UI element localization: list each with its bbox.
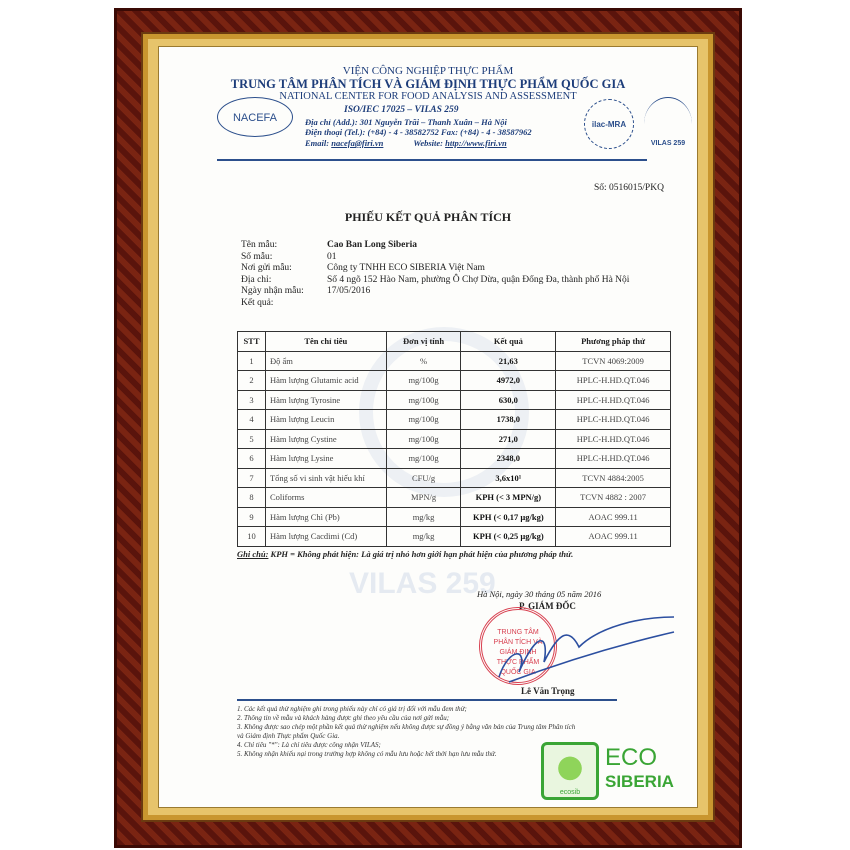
cell-name: Độ ẩm <box>265 351 386 371</box>
website-link[interactable]: http://www.firi.vn <box>445 138 507 148</box>
cell-name: Hàm lượng Lysine <box>265 449 386 469</box>
vilas-logo: VILAS 259 <box>644 97 692 151</box>
cell-method: HPLC-H.HD.QT.046 <box>556 429 671 449</box>
cell-stt: 1 <box>238 351 266 371</box>
cell-method: AOAC 999.11 <box>556 527 671 547</box>
info-row: Kết quả: <box>241 297 274 308</box>
footnote: 2. Thông tin về mẫu và khách hàng được ghi theo yêu cầu của nơi gửi mẫu; <box>237 714 450 722</box>
cell-unit: mg/100g <box>386 371 461 391</box>
table-row <box>238 527 671 547</box>
cell-unit: mg/kg <box>386 507 461 527</box>
cell-unit: MPN/g <box>386 488 461 508</box>
cell-unit: CFU/g <box>386 468 461 488</box>
footnote: 5. Không nhận khiếu nại trong trường hợp không có mẫu lưu hoặc hết thời hạn lưu mẫu thử. <box>237 750 497 758</box>
footnote: 3. Không được sao chép một phần kết quả thử nghiệm nếu không được sự đồng ý bằng văn bản của Trung tâm Phân tích <box>237 723 576 731</box>
header-name: Tên chỉ tiêu <box>265 332 386 352</box>
cell-name: Hàm lượng Cystine <box>265 429 386 449</box>
table-row <box>238 507 671 527</box>
cell-method: TCVN 4069:2009 <box>556 351 671 371</box>
cell-result: 4972,0 <box>461 371 556 391</box>
cell-name: Hàm lượng Glutamic acid <box>265 371 386 391</box>
results-table <box>237 331 671 547</box>
cell-name: Hàm lượng Chì (Pb) <box>265 507 386 527</box>
iso-line: ISO/IEC 17025 – VILAS 259 <box>344 105 459 115</box>
cell-stt: 3 <box>238 390 266 410</box>
header-method: Phương pháp thử <box>556 332 671 352</box>
note: Ghi chú: KPH = Không phát hiện: Là giá trị nhỏ hơn giới hạn phát hiện của phương pháp thử. <box>237 549 574 559</box>
table-row <box>238 429 671 449</box>
cell-method: HPLC-H.HD.QT.046 <box>556 410 671 430</box>
cell-stt: 4 <box>238 410 266 430</box>
brand-eco: ECO <box>605 744 658 771</box>
footnote: 1. Các kết quả thử nghiệm ghi trong phiếu này chỉ có giá trị đối với mẫu đem thử; <box>237 705 467 713</box>
cell-unit: mg/100g <box>386 390 461 410</box>
cell-unit: mg/100g <box>386 449 461 469</box>
info-row: Số mẫu: 01 <box>241 251 337 262</box>
email-line: Email: nacefa@firi.vn Website: http://www.firi.vn <box>305 138 507 148</box>
table-row <box>238 371 671 391</box>
cell-result: 271,0 <box>461 429 556 449</box>
sample-info <box>241 240 629 309</box>
cell-stt: 10 <box>238 527 266 547</box>
table-header-row <box>238 332 671 352</box>
doc-title: PHIẾU KẾT QUẢ PHÂN TÍCH <box>344 210 512 224</box>
cell-name: Coliforms <box>265 488 386 508</box>
ilac-mra-logo: ilac-MRA <box>584 99 634 149</box>
cell-stt: 7 <box>238 468 266 488</box>
footer-rule <box>237 699 617 701</box>
signer-name: Lê Văn Trọng <box>521 686 575 696</box>
cell-unit: mg/kg <box>386 527 461 547</box>
address-line: Địa chỉ (Add.): 301 Nguyễn Trãi – Thanh Xuân – Hà Nội <box>305 117 507 127</box>
header-stt: STT <box>238 332 266 352</box>
table-row <box>238 410 671 430</box>
certificate-page <box>158 46 698 808</box>
doc-number: Số: 0516015/PKQ <box>594 183 664 193</box>
cell-stt: 6 <box>238 449 266 469</box>
cell-stt: 5 <box>238 429 266 449</box>
cell-name: Hàm lượng Cacdimi (Cd) <box>265 527 386 547</box>
cell-stt: 9 <box>238 507 266 527</box>
cell-unit: mg/100g <box>386 429 461 449</box>
cell-name: Hàm lượng Tyrosine <box>265 390 386 410</box>
info-row: Tên mẫu: Cao Ban Long Siberia <box>241 240 418 250</box>
cell-method: AOAC 999.11 <box>556 507 671 527</box>
table-row <box>238 488 671 508</box>
cell-method: TCVN 4884:2005 <box>556 468 671 488</box>
vilas-watermark: VILAS 259 <box>349 567 496 600</box>
lotus-icon: ecosib <box>541 742 599 800</box>
footnote: và Giám định Thực phẩm Quốc Gia. <box>237 732 340 740</box>
cell-name: Hàm lượng Leucin <box>265 410 386 430</box>
cell-result: 21,63 <box>461 351 556 371</box>
cell-result: KPH (< 0,25 µg/kg) <box>461 527 556 547</box>
cell-name: Tổng số vi sinh vật hiếu khí <box>265 468 386 488</box>
header-rule <box>217 159 647 161</box>
cell-stt: 2 <box>238 371 266 391</box>
brand-siberia: SIBERIA <box>605 772 674 791</box>
cell-result: KPH (< 3 MPN/g) <box>461 488 556 508</box>
cell-method: HPLC-H.HD.QT.046 <box>556 390 671 410</box>
email-link[interactable]: nacefa@firi.vn <box>331 138 384 148</box>
red-stamp: TRUNG TÂM PHÂN TÍCH VÀ GIÁM ĐỊNH THỰC PHẨM QUỐC GIA <box>479 607 557 685</box>
footnote: 4. Chỉ tiêu "*": Là chỉ tiêu được công nhận VILAS; <box>237 741 381 749</box>
info-row: Địa chỉ: Số 4 ngõ 152 Hào Nam, phường Ô Chợ Dừa, quận Đống Đa, thành phố Hà Nội <box>241 274 630 285</box>
header-result: Kết quả <box>461 332 556 352</box>
footnotes <box>237 705 575 759</box>
cell-result: 3,6x10¹ <box>461 468 556 488</box>
cell-stt: 8 <box>238 488 266 508</box>
table-row <box>238 449 671 469</box>
sign-date: Hà Nội, ngày 30 tháng 05 năm 2016 <box>477 589 602 599</box>
table-row <box>238 351 671 371</box>
cell-unit: % <box>386 351 461 371</box>
cell-method: TCVN 4882 : 2007 <box>556 488 671 508</box>
table-row <box>238 390 671 410</box>
center-name-en: NATIONAL CENTER FOR FOOD ANALYSIS AND ASSESSMENT <box>279 91 577 102</box>
cell-unit: mg/100g <box>386 410 461 430</box>
table-row <box>238 468 671 488</box>
cell-method: HPLC-H.HD.QT.046 <box>556 449 671 469</box>
cell-method: HPLC-H.HD.QT.046 <box>556 371 671 391</box>
cell-result: KPH (< 0,17 µg/kg) <box>461 507 556 527</box>
signature <box>489 607 679 687</box>
cell-result: 2348,0 <box>461 449 556 469</box>
header-unit: Đơn vị tính <box>386 332 461 352</box>
sign-position: P. GIÁM ĐỐC <box>519 601 576 611</box>
institute-name: VIỆN CÔNG NGHIỆP THỰC PHẨM <box>342 65 514 77</box>
cell-result: 1738,0 <box>461 410 556 430</box>
info-row: Nơi gửi mẫu: Công ty TNHH ECO SIBERIA Việt Nam <box>241 263 485 273</box>
nacefa-logo: NACEFA <box>217 97 293 137</box>
info-row: Ngày nhận mẫu: 17/05/2016 <box>241 286 371 296</box>
phone-line: Điện thoại (Tel.): (+84) - 4 - 38582752 Fax: (+84) - 4 - 38587962 <box>305 127 532 137</box>
center-name-vn: TRUNG TÂM PHÂN TÍCH VÀ GIÁM ĐỊNH THỰC PHẨM QUỐC GIA <box>230 77 626 91</box>
cell-result: 630,0 <box>461 390 556 410</box>
